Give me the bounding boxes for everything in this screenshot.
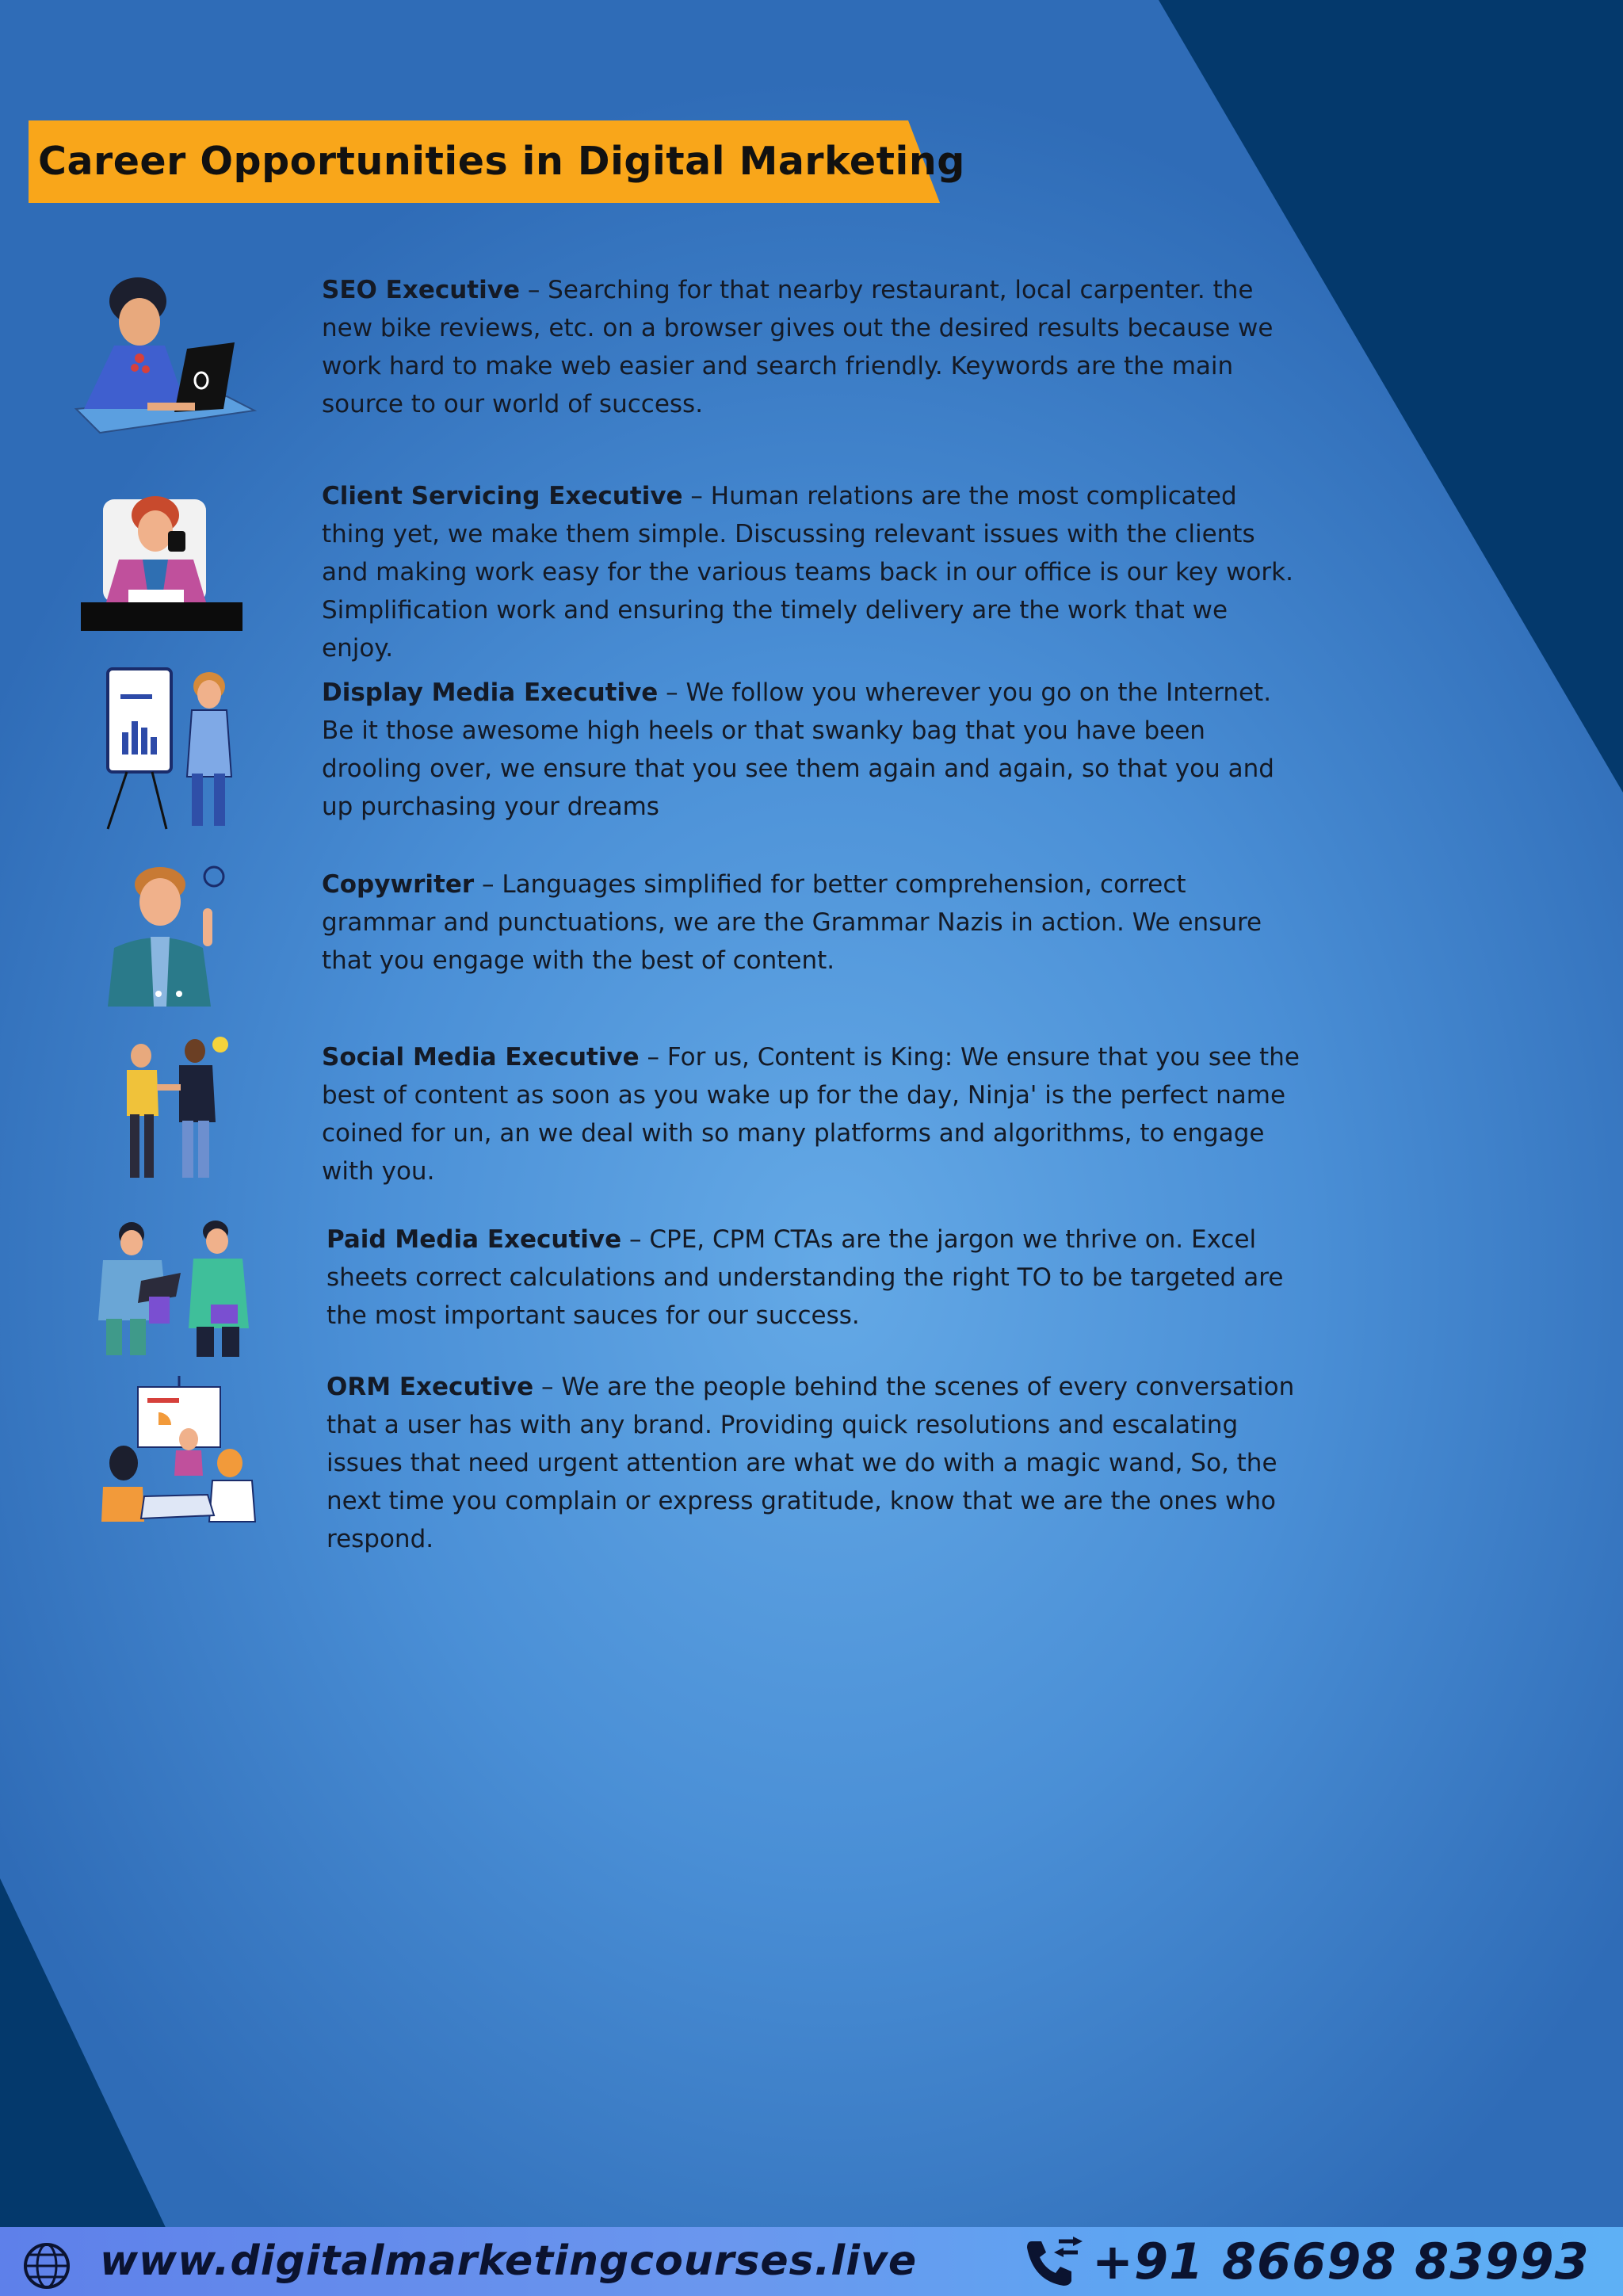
globe-icon [22,2241,71,2294]
role-title: SEO Executive [322,276,520,304]
paid-media-illustration [92,1217,282,1384]
role-description: – For us, Content is King: We ensure that you see the best of content as soon as you wake up for the day, Ninja' is the perfect name coined for un, an we deal with so many platforms and algorithms, to engage with you. [322,1043,1300,1186]
display-media-illustration [103,666,293,832]
seo-executive-description [322,271,1304,423]
social-media-description [322,1038,1304,1190]
display-media-description [322,674,1304,826]
role-title: ORM Executive [327,1373,534,1401]
footer-bar [0,2227,1623,2296]
client-servicing-description [322,477,1304,667]
role-description: – Human relations are the most complicated thing yet, we make them simple. Discussing relevant issues with the clients and making work easy for the various teams back in our office is our key work. Simplification work and ensuring the timely delivery are the work that we enjoy. [322,482,1293,663]
phone-number-link[interactable]: +91 86698 83993 [1092,2233,1590,2290]
role-title: Paid Media Executive [327,1225,622,1254]
orm-executive-description [327,1368,1309,1558]
role-title: Display Media Executive [322,678,659,707]
social-media-illustration [119,1035,309,1201]
seo-executive-illustration [68,269,258,436]
role-title: Client Servicing Executive [322,482,683,510]
role-description: – CPE, CPM CTAs are the jargon we thrive on. Excel sheets correct calculations and understanding the right TO to be targeted are the most important sauces for our success. [327,1225,1284,1330]
website-link[interactable]: www.digitalmarketingcourses.live [100,2237,918,2285]
role-description: – Languages simplified for better comprehension, correct grammar and punctuations, we are the Grammar Nazis in action. We ensure that you engage with the best of content. [322,870,1262,975]
role-title: Social Media Executive [322,1043,640,1072]
client-servicing-illustration [79,483,269,650]
role-description: – We follow you wherever you go on the Internet. Be it those awesome high heels or that swanky bag that you have been drooling over, we ensure that you see them again and again, so that you and up purchasing your dreams [322,678,1274,821]
copywriter-description [322,865,1304,980]
role-title: Copywriter [322,870,475,899]
role-description: – We are the people behind the scenes of every conversation that a user has with any brand. Providing quick resolutions and escalating issues that need urgent attention are what we do with a magic wand, So, the next time you complain or express gratitude, know that we are the ones who respond. [327,1373,1295,1553]
paid-media-description [327,1221,1309,1335]
orm-executive-illustration [97,1376,287,1542]
phone-call-icon [1024,2237,1084,2293]
copywriter-illustration [103,861,293,1027]
header-banner [29,120,965,203]
role-description: – Searching for that nearby restaurant, local carpenter. the new bike reviews, etc. on a browser gives out the desired results because we work hard to make web easier and search friendly. Keywords are the main source to our world of success. [322,276,1274,418]
page-title: Career Opportunities in Digital Marketing [38,139,965,184]
